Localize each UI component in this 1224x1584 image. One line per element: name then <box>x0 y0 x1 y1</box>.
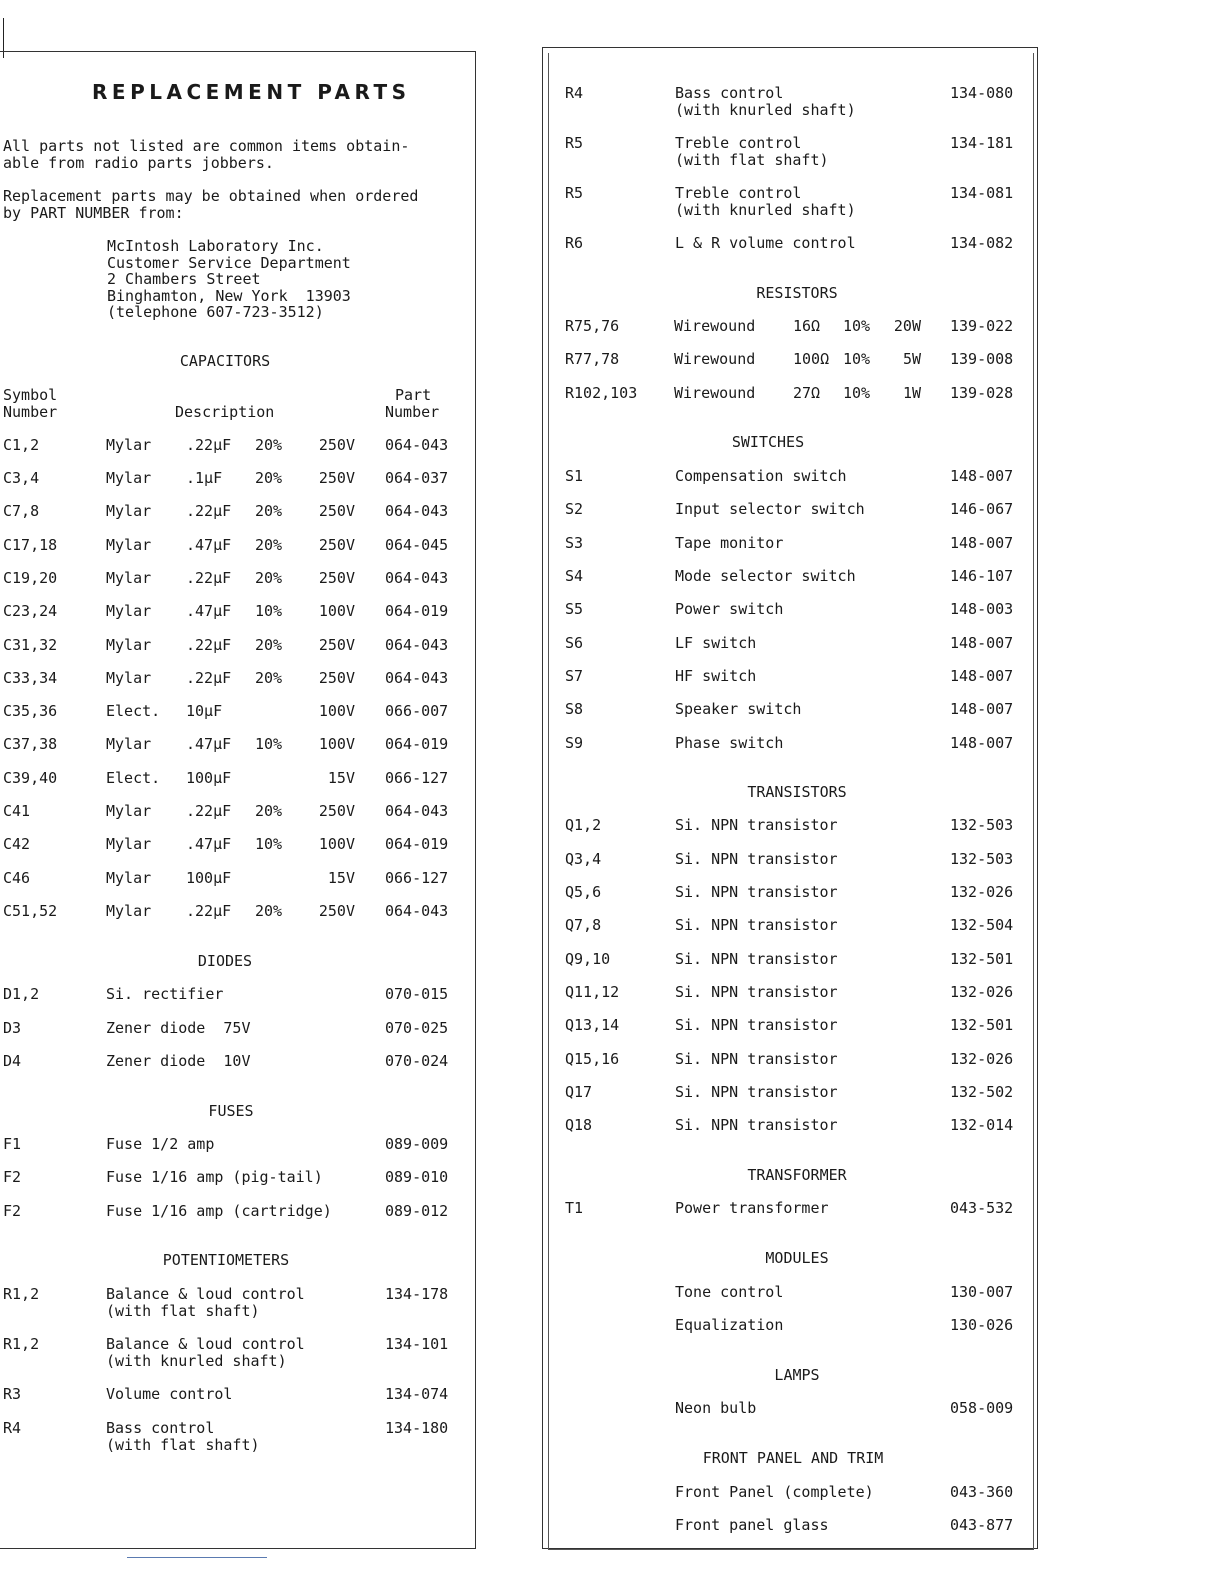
part-value: .22µF <box>186 902 232 920</box>
part-symbol: R1,2 <box>3 1335 40 1353</box>
part-number: 134-074 <box>385 1385 449 1403</box>
part-number: 064-043 <box>385 902 449 920</box>
part-number: 139-022 <box>950 317 1014 335</box>
part-symbol: C33,34 <box>3 669 58 687</box>
part-tolerance: 10% <box>843 317 871 335</box>
part-tolerance: 10% <box>843 350 871 368</box>
part-number: 134-081 <box>950 184 1014 202</box>
part-type: Wirewound <box>674 317 756 335</box>
part-number: 134-101 <box>385 1335 449 1353</box>
section-heading: TRANSISTORS <box>747 783 847 801</box>
section-heading: CAPACITORS <box>179 352 271 370</box>
part-voltage: 250V <box>318 669 355 687</box>
part-symbol: C17,18 <box>3 536 58 554</box>
part-type: Mylar <box>106 469 152 487</box>
part-description-note: (with flat shaft) <box>675 151 829 169</box>
part-description: Balance & loud control <box>106 1285 305 1303</box>
part-symbol: C1,2 <box>3 436 40 454</box>
part-value: .22µF <box>186 436 232 454</box>
address-line: Customer Service Department <box>107 254 351 272</box>
part-voltage: 250V <box>318 569 355 587</box>
part-tolerance: 20% <box>255 569 283 587</box>
part-value: .22µF <box>186 669 232 687</box>
part-number: 134-181 <box>950 134 1014 152</box>
part-description-note: (with flat shaft) <box>106 1436 260 1454</box>
part-wattage: 20W <box>893 317 921 335</box>
part-type: Mylar <box>106 636 152 654</box>
part-tolerance: 20% <box>255 636 283 654</box>
part-description: Si. NPN transistor <box>675 983 838 1001</box>
section-heading: FUSES <box>208 1102 254 1120</box>
part-description: Si. NPN transistor <box>675 950 838 968</box>
part-symbol: Q1,2 <box>565 816 602 834</box>
part-voltage: 250V <box>318 469 355 487</box>
part-voltage: 250V <box>318 636 355 654</box>
part-value: 100Ω <box>793 350 830 368</box>
part-number: 132-504 <box>950 916 1014 934</box>
part-type: Wirewound <box>674 350 756 368</box>
address-line: (telephone 607-723-3512) <box>107 303 324 321</box>
part-description: L & R volume control <box>675 234 856 252</box>
part-tolerance: 10% <box>843 384 871 402</box>
part-description: Si. rectifier <box>106 985 224 1003</box>
part-symbol: D1,2 <box>3 985 40 1003</box>
part-number: 148-007 <box>950 667 1014 685</box>
part-voltage: 100V <box>318 835 355 853</box>
part-value: .47µF <box>186 735 232 753</box>
part-number: 066-127 <box>385 869 449 887</box>
part-wattage: 1W <box>902 384 921 402</box>
part-type: Mylar <box>106 569 152 587</box>
part-description: Equalization <box>675 1316 784 1334</box>
part-symbol: C31,32 <box>3 636 58 654</box>
part-symbol: C41 <box>3 802 31 820</box>
part-number: 132-503 <box>950 816 1014 834</box>
column-header-symbol: Number <box>3 403 58 421</box>
part-description-note: (with knurled shaft) <box>675 201 856 219</box>
part-number: 064-045 <box>385 536 449 554</box>
part-symbol: C51,52 <box>3 902 58 920</box>
part-symbol: S1 <box>565 467 584 485</box>
section-heading: MODULES <box>765 1249 829 1267</box>
part-symbol: F1 <box>3 1135 22 1153</box>
part-symbol: S2 <box>565 500 584 518</box>
part-symbol: Q13,14 <box>565 1016 620 1034</box>
part-description: Si. NPN transistor <box>675 850 838 868</box>
part-description: Power switch <box>675 600 784 618</box>
column-header-description: Description <box>175 403 275 421</box>
section-heading: DIODES <box>197 952 253 970</box>
part-type: Elect. <box>106 769 161 787</box>
part-number: 058-009 <box>950 1399 1014 1417</box>
part-voltage: 250V <box>318 536 355 554</box>
section-heading: SWITCHES <box>731 433 805 451</box>
part-number: 066-007 <box>385 702 449 720</box>
part-symbol: Q7,8 <box>565 916 602 934</box>
part-description: Treble control <box>675 184 802 202</box>
part-tolerance: 20% <box>255 802 283 820</box>
part-number: 132-501 <box>950 950 1014 968</box>
part-number: 064-043 <box>385 636 449 654</box>
part-symbol: C39,40 <box>3 769 58 787</box>
part-description: Front Panel (complete) <box>675 1483 874 1501</box>
section-heading: POTENTIOMETERS <box>162 1251 290 1269</box>
part-symbol: C37,38 <box>3 735 58 753</box>
part-number: 132-014 <box>950 1116 1014 1134</box>
part-symbol: R6 <box>565 234 584 252</box>
section-heading: LAMPS <box>774 1366 820 1384</box>
part-value: .22µF <box>186 569 232 587</box>
part-tolerance: 20% <box>255 669 283 687</box>
part-description: Neon bulb <box>675 1399 757 1417</box>
part-symbol: Q3,4 <box>565 850 602 868</box>
part-description: Treble control <box>675 134 802 152</box>
part-description: Power transformer <box>675 1199 829 1217</box>
part-symbol: R1,2 <box>3 1285 40 1303</box>
part-symbol: R77,78 <box>565 350 620 368</box>
part-tolerance: 10% <box>255 602 283 620</box>
part-value: .47µF <box>186 602 232 620</box>
part-symbol: S9 <box>565 734 584 752</box>
part-number: 043-360 <box>950 1483 1014 1501</box>
part-value: .22µF <box>186 636 232 654</box>
part-symbol: S7 <box>565 667 584 685</box>
part-type: Mylar <box>106 669 152 687</box>
part-number: 134-178 <box>385 1285 449 1303</box>
part-description-note: (with knurled shaft) <box>675 101 856 119</box>
part-number: 064-019 <box>385 735 449 753</box>
part-symbol: D4 <box>3 1052 22 1070</box>
part-description-note: (with flat shaft) <box>106 1302 260 1320</box>
part-description: Zener diode 75V <box>106 1019 251 1037</box>
section-heading: FRONT PANEL AND TRIM <box>702 1449 884 1467</box>
part-type: Mylar <box>106 502 152 520</box>
part-description: Fuse 1/2 amp <box>106 1135 215 1153</box>
intro-line: All parts not listed are common items obtain- <box>3 137 410 155</box>
part-value: .47µF <box>186 835 232 853</box>
part-description: Input selector switch <box>675 500 865 518</box>
section-heading: TRANSFORMER <box>747 1166 847 1184</box>
part-description: LF switch <box>675 634 757 652</box>
part-wattage: 5W <box>902 350 921 368</box>
part-number: 089-009 <box>385 1135 449 1153</box>
part-number: 130-026 <box>950 1316 1014 1334</box>
part-symbol: Q15,16 <box>565 1050 620 1068</box>
part-description: Si. NPN transistor <box>675 916 838 934</box>
part-type: Mylar <box>106 536 152 554</box>
part-number: 132-502 <box>950 1083 1014 1101</box>
part-symbol: C3,4 <box>3 469 40 487</box>
part-tolerance: 20% <box>255 502 283 520</box>
part-value: .22µF <box>186 502 232 520</box>
part-symbol: R4 <box>3 1419 22 1437</box>
part-number: 134-180 <box>385 1419 449 1437</box>
address-line: 2 Chambers Street <box>107 270 261 288</box>
part-type: Elect. <box>106 702 161 720</box>
part-type: Mylar <box>106 835 152 853</box>
part-description: Zener diode 10V <box>106 1052 251 1070</box>
part-symbol: F2 <box>3 1202 22 1220</box>
part-description-note: (with knurled shaft) <box>106 1352 287 1370</box>
part-symbol: R75,76 <box>565 317 620 335</box>
part-number: 148-007 <box>950 534 1014 552</box>
part-symbol: C46 <box>3 869 31 887</box>
part-symbol: S6 <box>565 634 584 652</box>
part-number: 043-532 <box>950 1199 1014 1217</box>
part-value: 10µF <box>186 702 223 720</box>
part-description: Fuse 1/16 amp (pig-tail) <box>106 1168 323 1186</box>
address-line: McIntosh Laboratory Inc. <box>107 237 324 255</box>
part-number: 130-007 <box>950 1283 1014 1301</box>
part-number: 134-080 <box>950 84 1014 102</box>
column-header-part: Number <box>385 403 440 421</box>
part-tolerance: 20% <box>255 469 283 487</box>
part-number: 064-043 <box>385 502 449 520</box>
part-voltage: 100V <box>318 735 355 753</box>
part-number: 132-026 <box>950 1050 1014 1068</box>
part-number: 064-043 <box>385 569 449 587</box>
part-voltage: 250V <box>318 902 355 920</box>
part-tolerance: 20% <box>255 436 283 454</box>
part-description: Si. NPN transistor <box>675 816 838 834</box>
part-symbol: R102,103 <box>565 384 638 402</box>
part-number: 064-043 <box>385 669 449 687</box>
part-type: Mylar <box>106 869 152 887</box>
part-symbol: Q5,6 <box>565 883 602 901</box>
column-header-part: Part <box>395 386 432 404</box>
column-header-symbol: Symbol <box>3 386 58 404</box>
part-number: 148-007 <box>950 700 1014 718</box>
part-symbol: C23,24 <box>3 602 58 620</box>
part-type: Wirewound <box>674 384 756 402</box>
part-number: 146-107 <box>950 567 1014 585</box>
page-title: REPLACEMENT PARTS <box>92 80 411 104</box>
part-number: 089-010 <box>385 1168 449 1186</box>
part-number: 043-877 <box>950 1516 1014 1534</box>
section-heading: RESISTORS <box>756 284 838 302</box>
part-number: 064-019 <box>385 602 449 620</box>
part-description: Fuse 1/16 amp (cartridge) <box>106 1202 332 1220</box>
part-symbol: C42 <box>3 835 31 853</box>
part-tolerance: 10% <box>255 735 283 753</box>
part-voltage: 250V <box>318 802 355 820</box>
part-voltage: 100V <box>318 602 355 620</box>
part-number: 070-025 <box>385 1019 449 1037</box>
part-value: 16Ω <box>793 317 821 335</box>
part-description: Phase switch <box>675 734 784 752</box>
part-symbol: S3 <box>565 534 584 552</box>
part-number: 064-043 <box>385 802 449 820</box>
part-number: 139-008 <box>950 350 1014 368</box>
part-description: Volume control <box>106 1385 233 1403</box>
part-voltage: 15V <box>327 869 355 887</box>
part-symbol: C19,20 <box>3 569 58 587</box>
part-type: Mylar <box>106 436 152 454</box>
part-number: 134-082 <box>950 234 1014 252</box>
part-symbol: Q11,12 <box>565 983 620 1001</box>
part-symbol: Q17 <box>565 1083 593 1101</box>
part-number: 132-026 <box>950 983 1014 1001</box>
bottom-rule <box>127 1557 267 1558</box>
part-number: 132-501 <box>950 1016 1014 1034</box>
part-description: Mode selector switch <box>675 567 856 585</box>
part-symbol: R5 <box>565 184 584 202</box>
part-number: 148-007 <box>950 734 1014 752</box>
part-description: Front panel glass <box>675 1516 829 1534</box>
part-description: Compensation switch <box>675 467 847 485</box>
part-type: Mylar <box>106 735 152 753</box>
part-voltage: 250V <box>318 436 355 454</box>
part-number: 132-503 <box>950 850 1014 868</box>
part-symbol: T1 <box>565 1199 584 1217</box>
part-symbol: Q18 <box>565 1116 593 1134</box>
part-voltage: 15V <box>327 769 355 787</box>
part-symbol: S5 <box>565 600 584 618</box>
part-value: 27Ω <box>793 384 821 402</box>
address-line: Binghamton, New York 13903 <box>107 287 351 305</box>
part-voltage: 100V <box>318 702 355 720</box>
intro-line: Replacement parts may be obtained when ordered <box>3 187 419 205</box>
part-type: Mylar <box>106 802 152 820</box>
part-symbol: S8 <box>565 700 584 718</box>
part-type: Mylar <box>106 602 152 620</box>
part-tolerance: 20% <box>255 536 283 554</box>
part-symbol: R4 <box>565 84 584 102</box>
part-value: .22µF <box>186 802 232 820</box>
part-description: Speaker switch <box>675 700 802 718</box>
part-symbol: C7,8 <box>3 502 40 520</box>
part-description: Balance & loud control <box>106 1335 305 1353</box>
part-description: Si. NPN transistor <box>675 1083 838 1101</box>
part-number: 148-003 <box>950 600 1014 618</box>
part-description: Si. NPN transistor <box>675 883 838 901</box>
part-number: 064-019 <box>385 835 449 853</box>
part-value: .47µF <box>186 536 232 554</box>
part-number: 064-037 <box>385 469 449 487</box>
part-type: Mylar <box>106 902 152 920</box>
part-symbol: R5 <box>565 134 584 152</box>
part-description: Tape monitor <box>675 534 784 552</box>
part-value: .1µF <box>186 469 223 487</box>
part-description: Bass control <box>675 84 784 102</box>
intro-line: by PART NUMBER from: <box>3 204 184 222</box>
part-number: 064-043 <box>385 436 449 454</box>
part-number: 146-067 <box>950 500 1014 518</box>
part-voltage: 250V <box>318 502 355 520</box>
part-description: Tone control <box>675 1283 784 1301</box>
part-symbol: R3 <box>3 1385 22 1403</box>
part-description: HF switch <box>675 667 757 685</box>
part-tolerance: 20% <box>255 902 283 920</box>
part-value: 100µF <box>186 869 232 887</box>
part-symbol: Q9,10 <box>565 950 611 968</box>
part-tolerance: 10% <box>255 835 283 853</box>
part-symbol: S4 <box>565 567 584 585</box>
part-description: Si. NPN transistor <box>675 1116 838 1134</box>
part-number: 132-026 <box>950 883 1014 901</box>
part-number: 139-028 <box>950 384 1014 402</box>
part-symbol: C35,36 <box>3 702 58 720</box>
part-number: 070-015 <box>385 985 449 1003</box>
part-symbol: F2 <box>3 1168 22 1186</box>
part-number: 148-007 <box>950 467 1014 485</box>
part-symbol: D3 <box>3 1019 22 1037</box>
part-description: Si. NPN transistor <box>675 1016 838 1034</box>
part-description: Si. NPN transistor <box>675 1050 838 1068</box>
part-number: 070-024 <box>385 1052 449 1070</box>
part-value: 100µF <box>186 769 232 787</box>
intro-line: able from radio parts jobbers. <box>3 154 274 172</box>
part-number: 148-007 <box>950 634 1014 652</box>
part-description: Bass control <box>106 1419 215 1437</box>
part-number: 089-012 <box>385 1202 449 1220</box>
part-number: 066-127 <box>385 769 449 787</box>
